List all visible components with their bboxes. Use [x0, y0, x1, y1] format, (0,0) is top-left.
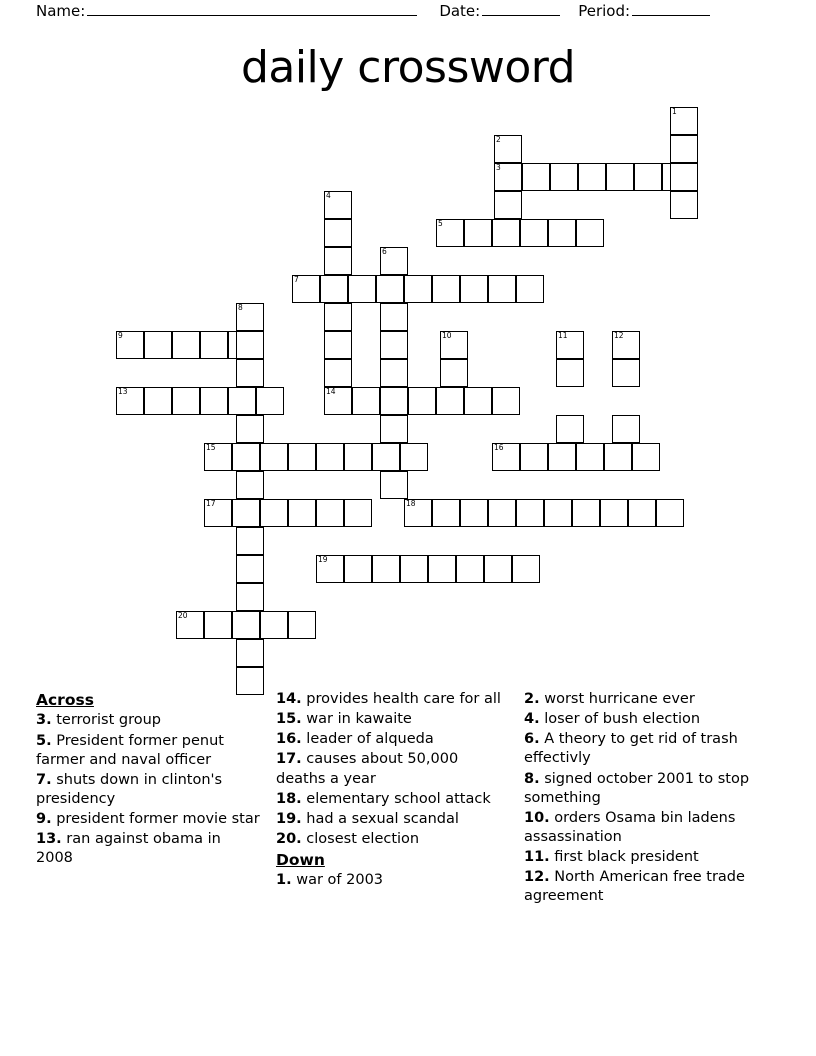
grid-cell[interactable] [316, 443, 344, 471]
down-clue-text: A theory to get rid of trash effectivly [524, 731, 738, 767]
across-clue [276, 830, 510, 849]
clue-column-3 [524, 690, 780, 907]
across-clue-number: 5. [36, 732, 52, 749]
grid-cell[interactable] [288, 611, 316, 639]
grid-cell[interactable] [348, 275, 376, 303]
grid-cell[interactable] [516, 275, 544, 303]
down-clue-text: war of 2003 [291, 872, 384, 889]
grid-cell[interactable] [236, 639, 264, 667]
clue-column-1 [36, 690, 276, 907]
across-clue-text: leader of alqueda [301, 731, 434, 748]
grid-cell-number: 8 [238, 303, 243, 312]
grid-cell[interactable] [344, 443, 372, 471]
down-clue [524, 848, 766, 867]
grid-cell[interactable] [464, 219, 492, 247]
across-clue-text: had a sexual scandal [301, 810, 459, 827]
grid-cell[interactable] [548, 443, 576, 471]
grid-cell[interactable] [116, 331, 144, 359]
grid-cell[interactable] [232, 443, 260, 471]
grid-cell[interactable] [612, 359, 640, 387]
grid-cell[interactable] [236, 303, 264, 331]
grid-cell[interactable] [380, 415, 408, 443]
down-clue-text: worst hurricane ever [539, 691, 695, 707]
across-clue [276, 790, 510, 809]
grid-cell[interactable] [612, 331, 640, 359]
grid-cell[interactable] [428, 555, 456, 583]
across-clue [36, 830, 262, 868]
grid-cell-number: 18 [406, 499, 416, 508]
grid-cell[interactable] [144, 387, 172, 415]
grid-cell[interactable] [380, 247, 408, 275]
grid-cell[interactable] [516, 499, 544, 527]
across-clue-number: 3. [36, 712, 52, 729]
across-clue [276, 690, 510, 709]
grid-cell[interactable] [670, 107, 698, 135]
grid-cell[interactable] [488, 499, 516, 527]
grid-cell[interactable] [604, 443, 632, 471]
across-clue-number: 20. [276, 830, 302, 847]
grid-cell[interactable] [408, 387, 436, 415]
down-clue-text: North American free trade agreement [524, 869, 745, 905]
grid-cell[interactable] [488, 275, 516, 303]
grid-cell[interactable] [204, 611, 232, 639]
grid-cell[interactable] [548, 219, 576, 247]
grid-cell[interactable] [344, 555, 372, 583]
down-clue-number: 1. [276, 872, 292, 889]
grid-cell[interactable] [432, 499, 460, 527]
grid-cell[interactable] [634, 163, 662, 191]
grid-cell[interactable] [436, 219, 464, 247]
down-clue-number: 8. [524, 770, 540, 787]
grid-cell[interactable] [494, 163, 522, 191]
grid-cell[interactable] [352, 387, 380, 415]
grid-cell[interactable] [484, 555, 512, 583]
grid-cell[interactable] [324, 303, 352, 331]
grid-cell-number: 3 [496, 163, 501, 172]
grid-cell[interactable] [494, 191, 522, 219]
period-blank[interactable] [632, 2, 710, 16]
grid-cell-number: 13 [118, 387, 128, 396]
grid-cell[interactable] [260, 499, 288, 527]
date-field [439, 2, 560, 20]
grid-cell-number: 10 [442, 331, 452, 340]
grid-cell[interactable] [492, 387, 520, 415]
grid-cell-number: 9 [118, 331, 123, 340]
grid-cell[interactable] [612, 415, 640, 443]
down-clue [524, 730, 766, 768]
grid-cell[interactable] [324, 331, 352, 359]
grid-cell-number: 1 [672, 107, 677, 116]
down-clue [524, 690, 766, 709]
down-clue-text: orders Osama bin ladens assassination [524, 809, 736, 845]
grid-cell-number: 16 [494, 443, 504, 452]
grid-cell[interactable] [236, 415, 264, 443]
grid-cell[interactable] [292, 275, 320, 303]
grid-cell[interactable] [432, 275, 460, 303]
grid-cell[interactable] [260, 611, 288, 639]
name-label: Name: [36, 2, 86, 20]
grid-cell[interactable] [464, 387, 492, 415]
across-clue-text: closest election [301, 830, 420, 847]
across-clue-number: 7. [36, 771, 52, 788]
grid-cell[interactable] [324, 191, 352, 219]
across-clue-number: 15. [276, 711, 302, 728]
grid-cell[interactable] [288, 499, 316, 527]
grid-cell[interactable] [512, 555, 540, 583]
grid-cell-number: 11 [558, 331, 568, 340]
grid-cell-number: 17 [206, 499, 216, 508]
across-heading: Across [36, 691, 94, 709]
grid-cell[interactable] [670, 163, 698, 191]
grid-cell[interactable] [656, 499, 684, 527]
down-clue-number: 6. [524, 731, 540, 748]
across-clue-text: president former movie star [51, 811, 260, 828]
grid-cell[interactable] [400, 555, 428, 583]
grid-cell[interactable] [232, 611, 260, 639]
grid-cell[interactable] [260, 443, 288, 471]
grid-cell[interactable] [544, 499, 572, 527]
crossword-grid [36, 107, 780, 687]
grid-cell[interactable] [236, 527, 264, 555]
across-clue-text: shuts down in clinton's presidency [36, 771, 223, 807]
grid-cell[interactable] [492, 219, 520, 247]
grid-cell[interactable] [576, 219, 604, 247]
grid-cell[interactable] [440, 331, 468, 359]
across-clue-number: 9. [36, 811, 52, 828]
grid-cell[interactable] [228, 387, 256, 415]
across-clue-text: causes about 50,000 deaths a year [276, 751, 459, 787]
grid-cell[interactable] [316, 555, 344, 583]
across-clue [276, 750, 510, 788]
across-clue-text: ran against obama in 2008 [36, 831, 221, 867]
grid-cell[interactable] [144, 331, 172, 359]
grid-cell[interactable] [320, 275, 348, 303]
down-clue-text: loser of bush election [539, 711, 701, 728]
page-title: daily crossword [240, 42, 576, 93]
grid-cell[interactable] [172, 331, 200, 359]
grid-cell[interactable] [556, 415, 584, 443]
across-clue-number: 17. [276, 751, 302, 768]
grid-cell[interactable] [670, 191, 698, 219]
grid-cell[interactable] [380, 471, 408, 499]
across-clue [276, 730, 510, 749]
grid-cell[interactable] [324, 219, 352, 247]
grid-cell-number: 12 [614, 331, 624, 340]
across-clue [276, 810, 510, 829]
grid-cell[interactable] [204, 499, 232, 527]
grid-cell[interactable] [670, 135, 698, 163]
grid-cell[interactable] [236, 555, 264, 583]
grid-cell[interactable] [520, 219, 548, 247]
grid-cell[interactable] [440, 359, 468, 387]
name-blank[interactable] [87, 2, 417, 16]
grid-cell[interactable] [578, 163, 606, 191]
grid-cell[interactable] [324, 359, 352, 387]
down-clue-number: 2. [524, 691, 540, 707]
across-clue [36, 771, 262, 809]
grid-cell[interactable] [606, 163, 634, 191]
down-clue-number: 4. [524, 711, 540, 728]
down-clue [524, 868, 766, 906]
date-label: Date: [439, 2, 481, 20]
grid-cell-number: 20 [178, 611, 188, 620]
across-clue-text: elementary school attack [301, 790, 491, 807]
grid-cell[interactable] [550, 163, 578, 191]
grid-cell[interactable] [316, 499, 344, 527]
down-clue-text: first black president [549, 849, 699, 865]
grid-cell[interactable] [456, 555, 484, 583]
grid-cell[interactable] [600, 499, 628, 527]
down-clue [524, 770, 766, 808]
grid-cell-number: 6 [382, 247, 387, 256]
across-clue-text: provides health care for all [301, 691, 501, 707]
grid-cell-number: 7 [294, 275, 299, 284]
grid-cell[interactable] [344, 499, 372, 527]
across-clue-number: 16. [276, 731, 302, 748]
across-clue [36, 711, 262, 730]
grid-cell[interactable] [492, 443, 520, 471]
grid-cell-number: 15 [206, 443, 216, 452]
grid-cell[interactable] [200, 331, 228, 359]
grid-cell-number: 4 [326, 191, 331, 200]
grid-cell[interactable] [380, 331, 408, 359]
down-clue [276, 871, 510, 890]
across-clue-number: 14. [276, 691, 302, 707]
grid-cell[interactable] [380, 303, 408, 331]
grid-cell[interactable] [288, 443, 316, 471]
grid-cell[interactable] [460, 499, 488, 527]
grid-cell[interactable] [376, 275, 404, 303]
grid-cell[interactable] [380, 387, 408, 415]
down-clue-number: 12. [524, 869, 550, 886]
grid-cell[interactable] [236, 359, 264, 387]
grid-cell[interactable] [236, 331, 264, 359]
grid-cell[interactable] [572, 499, 600, 527]
grid-cell[interactable] [236, 583, 264, 611]
grid-cell[interactable] [204, 443, 232, 471]
across-clue-number: 19. [276, 810, 302, 827]
grid-cell[interactable] [632, 443, 660, 471]
date-blank[interactable] [482, 2, 560, 16]
clue-column-2 [276, 690, 524, 907]
grid-cell[interactable] [436, 387, 464, 415]
grid-cell[interactable] [236, 471, 264, 499]
grid-cell[interactable] [460, 275, 488, 303]
across-clue [276, 710, 510, 729]
grid-cell-number: 19 [318, 555, 328, 564]
grid-cell[interactable] [520, 443, 548, 471]
grid-cell[interactable] [400, 443, 428, 471]
grid-cell-number: 2 [496, 135, 501, 144]
grid-cell[interactable] [176, 611, 204, 639]
down-clue [524, 809, 766, 847]
worksheet-header [36, 0, 780, 20]
across-clue-text: war in kawaite [301, 711, 412, 728]
grid-cell[interactable] [404, 499, 432, 527]
down-clue-number: 11. [524, 849, 550, 865]
grid-cell[interactable] [256, 387, 284, 415]
across-clue [36, 810, 262, 829]
down-heading: Down [276, 851, 325, 869]
grid-cell[interactable] [172, 387, 200, 415]
grid-cell[interactable] [324, 387, 352, 415]
grid-cell[interactable] [372, 443, 400, 471]
grid-cell[interactable] [380, 359, 408, 387]
across-clue [36, 732, 262, 770]
grid-cell[interactable] [494, 135, 522, 163]
name-field [36, 2, 417, 20]
period-label: Period: [578, 2, 631, 20]
across-clue-number: 13. [36, 831, 62, 848]
grid-cell-number: 5 [438, 219, 443, 228]
grid-cell[interactable] [576, 443, 604, 471]
grid-cell[interactable] [556, 331, 584, 359]
grid-cell[interactable] [200, 387, 228, 415]
down-clue-text: signed october 2001 to stop something [524, 770, 750, 806]
grid-cell[interactable] [324, 247, 352, 275]
grid-cell[interactable] [372, 555, 400, 583]
down-clue [524, 710, 766, 729]
grid-cell[interactable] [522, 163, 550, 191]
clues-section [36, 690, 780, 907]
period-field [578, 2, 710, 20]
grid-cell[interactable] [628, 499, 656, 527]
grid-cell[interactable] [116, 387, 144, 415]
grid-cell[interactable] [556, 359, 584, 387]
grid-cell[interactable] [232, 499, 260, 527]
down-clue-number: 10. [524, 809, 550, 826]
grid-cell-number: 14 [326, 387, 336, 396]
across-clue-number: 18. [276, 790, 302, 807]
grid-cell[interactable] [404, 275, 432, 303]
across-clue-text: terrorist group [51, 712, 161, 729]
across-clue-text: President former penut farmer and naval officer [36, 732, 224, 768]
